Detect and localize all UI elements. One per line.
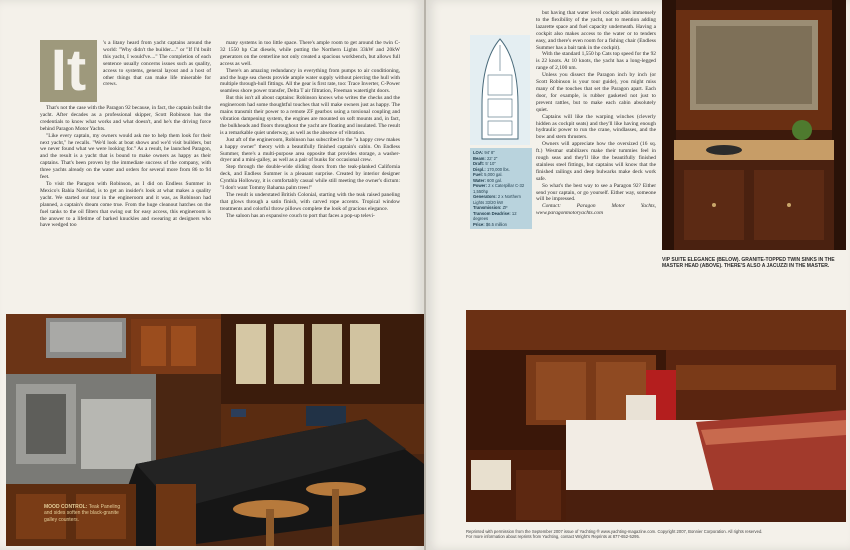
paragraph: That's not the case with the Paragon 92 because, in fact, the captain built the yacht. After decades as a professional skipper, Scott Robinson has the credentials to know what works and what doesn't, and he's the driving force behind Paragon Motor Yachts. [40,105,211,132]
paragraph: 's a litany heard from yacht captains around the world: "Why didn't the builder...." or "If I'd built this yacht, I would've...." The completion of each sentence usually concerns issues such as quality, access to systems, general layout and a host of other things that can make life miserable for crews. [103,40,211,88]
left-page [0,0,424,550]
paragraph: "Like every captain, my owners would ask me to help them look for their next yacht," he recalls. "We'd look at boat shows and we'd visit builders, but we never found what we were looking for." As a result, he launched Paragon, and the result is a yacht that is bound to make owners as happy as their captains. That's been proven by the immediate success of the company, with three yachts already on the water and orders for several more from 86 to 94 feet. [40,132,211,181]
paragraph: Captains will like the warping winches (cleverly hidden as cockpit seats) and they'll like having enough hydraulic power to run the crane, windlasses, and the bow and stern thrusters. [536,113,656,141]
paragraph: but having that water level cockpit adds immensely to the flexibility of the yacht, not to mention adding lazarette space and fuel capacity underneath. Having a cockpit also makes access to the water or to tenders easy, and there's even room for a fishing chair (Endless Summer has a bait tank in the cockpit). [536,10,656,51]
credit-line-2: For more information about reprints from Yachting, contact Wright's Reprints at 877-652-5295. [466,534,640,540]
galley-caption [44,504,124,523]
spec-value: 5,000 gal. [484,172,503,177]
paragraph: many systems in too little space. There's ample room to get around the twin C-32 1550 hp Cat diesels, while putting the Northern Lights 33kW and 20kW generators on the centerline not only created a spacious workbench, but allows full access as well. [220,40,400,67]
contact-line: Contact: Paragon Motor Yachts, www.paragonmotoryachts.com [536,203,656,217]
right-column-1 [536,10,656,217]
vip-caption: VIP SUITE ELEGANCE (BELOW). GRANITE-TOPPED TWIN SINKS IN THE MASTER HEAD (ABOVE). THERE'S ALSO A JACUZZI IN THE MASTER. [662,257,835,270]
spec-label: Fuel: [473,172,485,177]
vip-suite-photo [466,310,846,522]
spec-value: $6.5 million [485,221,507,227]
deck-plan-drawing [470,35,530,145]
spec-row [473,183,529,194]
paragraph: With the standard 1,550 hp Cats top speed for the 92 is 22 knots. At 10 knots, the yacht has a long-legged range of 2,100 nm. [536,51,656,72]
spec-label: Beam: [473,155,487,161]
spec-value: 170,000 lbs. [486,166,510,172]
reprint-credit [466,529,846,539]
spec-label: Displ.: [473,166,487,172]
spec-value: 600 gal. [487,177,502,183]
paragraph: There's an amazing redundancy in everything from pumps to air conditioning, and the huge sea chests provide ample water supply without piercing the hull with multiple through-hull fittings. All the gear is first rate, too: Trace Inverter, C-Power seamless shore power transfer, Delta T air filtration, Freeman watertight doors. [220,67,400,95]
spec-value: 5' 10" [485,161,496,166]
spec-row [473,211,529,222]
spec-value: 12 degrees [473,210,517,221]
paragraph: Unless you dissect the Paragon inch by inch (or Scott Robinson is your tour guide), you might miss many of the touches that set the Paragon apart. Each door, for example, is rubber gasketed not just to prevent rattles, but to make each cabin absolutely quiet. [536,72,656,113]
spec-label: Transmission: [473,205,503,210]
paragraph: To visit the Paragon with Robinson, as I did on Endless Summer in Mexico's Bahia Navidad, is to get an insider's look at what makes a quality yacht. We started our tour in the engineroom and it was, as Robinson had planned, a captain's dream come true. From the huge cleanout hatches on the fuel tanks to the oil filters that swing out for easy access, this engineroom is the answer to a lifetime of barked knuckles and swearing at designers who have wedged too [40,180,211,229]
paragraph: The result is understated British Colonial, starting with the teak raised paneling that glows through a satin finish, with carved rope accents. Tropical window treatments and colorful throw pillows complete the look of gracious elegance. [220,191,400,212]
paragraph: But this isn't all about captains: Robinson knows who writes the checks and the engineroom had some thoughtful touches that will make owners just as happy. The mains transmit their power to a remote ZF gearbox using a torsional coupling and vibration dampening system, the engines are mounted on soft mounts and, in fact, the bulkheads and floors throughout the yacht are floating and insulated. The result is a remarkable quiet underway, as well as the absence of vibration. [220,95,400,136]
spec-value: 2 x Northern Lights 33/20 kW [473,194,521,205]
spec-label: Price: [473,221,486,227]
master-head-photo [662,0,846,250]
left-column-1-narrow [103,40,211,88]
spec-label: Power: [473,183,489,188]
caption-text: Teak Paneling and sides soften the black-granite galley counters. [44,504,121,523]
left-column-2 [220,40,400,220]
spec-value: 2 x Caterpillar C-32 1,550hp [473,183,525,194]
credit-line-1: Reprinted with permission from the September 2007 issue of Yachting ® www.yachting-magazine.com. Copyright 2007, Bonnier Corporation. All rights reserved. [466,529,763,534]
paragraph: So what's the best way to see a Paragon 92? Either send your captain, or go yourself. Either way, someone will be impressed. [536,182,656,203]
spec-value: 94' 8" [484,150,495,155]
caption-title: MOOD CONTROL: [44,504,88,510]
spec-value: 22' 2" [486,155,498,161]
paragraph: Step through the double-wide sliding doors from the teak-planked California deck, and Endless Summer is a pleasant surprise. Created by interior designer Cynthia Holloway, it is comfortably casual while still meeting the owner's dictum: "I don't want Tommy Bahama palm trees!" [220,164,400,192]
paragraph: The saloon has an expansive couch to port that faces a pop-up televi- [226,212,375,219]
paragraph: Owners will appreciate how the oversized (16 sq. ft.) Wesmar stabilizers make their tummies feel in rough seas and they'll like the beautifully finished stainless steel fittings, but captains will know that the finished railings and deep bulwarks make deck work safe. [536,141,656,182]
specifications-box [470,148,532,229]
spec-label: Draft: [473,161,486,166]
drop-cap: It [40,40,97,102]
spec-label: Water: [473,177,488,183]
spec-label: Generators: [473,194,498,199]
paragraph: Just aft of the engineroom, Robinson has subscribed to the "a happy crew makes a happy owner" theory with a beautifully finished captain's cabin. On Endless Summer, there's a multi-purpose area opposite that provides storage, a washer-dryer and a mini-galley, as well as a pair of bunks for occasional crew. [220,136,400,164]
spec-value: ZF [502,205,508,210]
spec-row [473,194,529,205]
spec-row [473,222,529,228]
left-column-1 [40,105,211,229]
spec-label: LOA: [473,150,485,155]
spec-label: Transom Deadrise: [473,210,512,216]
right-page [426,0,850,550]
